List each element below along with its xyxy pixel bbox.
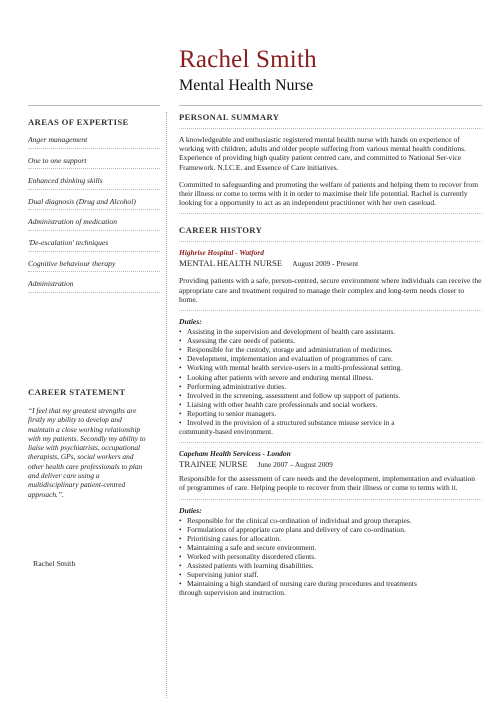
- summary-paragraph-2: Committed to safeguarding and promoting the welfare of patients and helping them to recover from their illness or come to terms with it in order to maximise their life potential. Rachel is currently looking for a opportunity to act as an independent practitioner with her own caseload.: [179, 179, 479, 208]
- duty-item: • Worked with personality disordered clients.: [179, 552, 482, 561]
- expertise-item: Dual diagnosis (Drug and Alcohol): [28, 197, 160, 211]
- career-history-heading: CAREER HISTORY: [179, 225, 263, 236]
- expertise-item: 'De-escalation' techniques: [28, 238, 160, 252]
- duty-item: • Responsible for the clinical co-ordination of individual and group therapies.: [179, 516, 482, 525]
- duty-item: • Prioritising cases for allocation.: [179, 534, 482, 543]
- job2-duties-list: [179, 516, 482, 598]
- career-statement-heading: CAREER STATEMENT: [28, 387, 126, 397]
- duty-item: • Looking after patients with severe and enduring mental illness.: [179, 373, 482, 382]
- job1-title: MENTAL HEALTH NURSE: [179, 258, 283, 269]
- expertise-item: Anger management: [28, 135, 160, 149]
- job1-duties-label: Duties:: [179, 317, 202, 327]
- duty-item: • Maintaining a safe and secure environment.: [179, 543, 482, 552]
- duty-item: • Assessing the care needs of patients.: [179, 336, 482, 345]
- expertise-list: [28, 135, 160, 293]
- left-column: [28, 117, 160, 300]
- section-divider: [179, 213, 482, 214]
- column-divider: [166, 112, 167, 698]
- duty-item: • Involved in the screening, assessment and follow up support of patients.: [179, 391, 482, 400]
- job1-dates: August 2009 - Present: [292, 259, 359, 269]
- section-divider: [179, 442, 482, 443]
- job1-employer: Highrise Hospital - Watford: [179, 248, 264, 258]
- duty-item-continuation: through supervision and instruction.: [179, 588, 286, 598]
- header-divider-right: [179, 105, 482, 106]
- duty-item: • Reporting to senior managers.: [179, 409, 482, 418]
- section-divider: [179, 128, 482, 129]
- expertise-item: Cognitive behaviour therapy: [28, 259, 160, 273]
- expertise-item: Enhanced thinking skills: [28, 176, 160, 190]
- candidate-name: Rachel Smith: [179, 46, 317, 73]
- job2-title-line: [179, 459, 482, 469]
- signature: Rachel Smith: [33, 559, 76, 568]
- duty-item: • Formulations of appropriate care plans and delivery of care co-ordination.: [179, 525, 482, 534]
- duty-item: • Development, implementation and evaluation of programmes of care.: [179, 354, 482, 363]
- job2-title: TRAINEE NURSE: [179, 459, 248, 470]
- duty-item: • Maintaining a high standard of nursing care during procedures and treatments: [179, 579, 482, 588]
- expertise-item: Administration: [28, 279, 160, 293]
- summary-paragraph-1: A knowledgeable and enthusiastic registered mental health nurse with hands on experience of working with children, adults and older people suffering from various mental health conditions. Experience of providing high quality patient centred care, and committed to National Ser-vice Framework. N.I.C.E. and Essence of Care initiatives.: [179, 135, 466, 172]
- duty-item-continuation: community-based environment.: [179, 427, 274, 437]
- duty-item: • Assisting in the supervision and development of health care assistants.: [179, 327, 482, 336]
- job1-title-line: [179, 258, 482, 268]
- header-divider-left: [28, 105, 160, 106]
- duty-item: • Responsible for the custody, storage and administration of medicines.: [179, 345, 482, 354]
- section-divider: [179, 310, 482, 311]
- expertise-item: One to one support: [28, 156, 160, 170]
- duty-item: • Supervising junior staff.: [179, 570, 482, 579]
- job1-description: Providing patients with a safe, person-centred, secure environment where individuals can receive the appropriate care and treatment required to manage their complex and long-term needs closer to home.: [179, 276, 482, 304]
- duty-item: • Assisted patients with learning disabilities.: [179, 561, 482, 570]
- duty-item: • Working with mental health service-users in a multi-professional setting.: [179, 363, 482, 372]
- job2-employer: Capeham Health Servicess - London: [179, 449, 291, 459]
- job2-description: Responsible for the assessment of care needs and the development, implementation and evaluation of programmes of care. Helping people to recover from their illness or come to terms with it.: [179, 474, 475, 493]
- duty-item: • Liaising with other health care professionals and social workers.: [179, 400, 482, 409]
- job2-dates: June 2007 – August 2009: [257, 460, 333, 470]
- expertise-heading: AREAS OF EXPERTISE: [28, 117, 129, 127]
- candidate-role: Mental Health Nurse: [179, 77, 314, 94]
- duty-item: • Involved in the provision of a structured substance misuse service in a: [179, 418, 482, 427]
- job1-duties-list: [179, 327, 482, 436]
- expertise-item: Administration of medication: [28, 217, 160, 231]
- section-divider: [179, 241, 482, 242]
- section-divider: [179, 499, 482, 500]
- duty-item: • Performing administrative duties.: [179, 382, 482, 391]
- summary-heading: PERSONAL SUMMARY: [179, 112, 280, 122]
- job2-duties-label: Duties:: [179, 505, 202, 515]
- career-statement-quote: “I feel that my greatest strengths are firstly my ability to develop and maintain a close working relationship with my patients. Secondly my ability to liaise with psychiatrists, occupational therapists, GPs, social workers and other health care professionals to plan and deliver care using a multidisciplinary patient-centred approach.”.: [28, 406, 146, 499]
- right-column: [179, 112, 482, 597]
